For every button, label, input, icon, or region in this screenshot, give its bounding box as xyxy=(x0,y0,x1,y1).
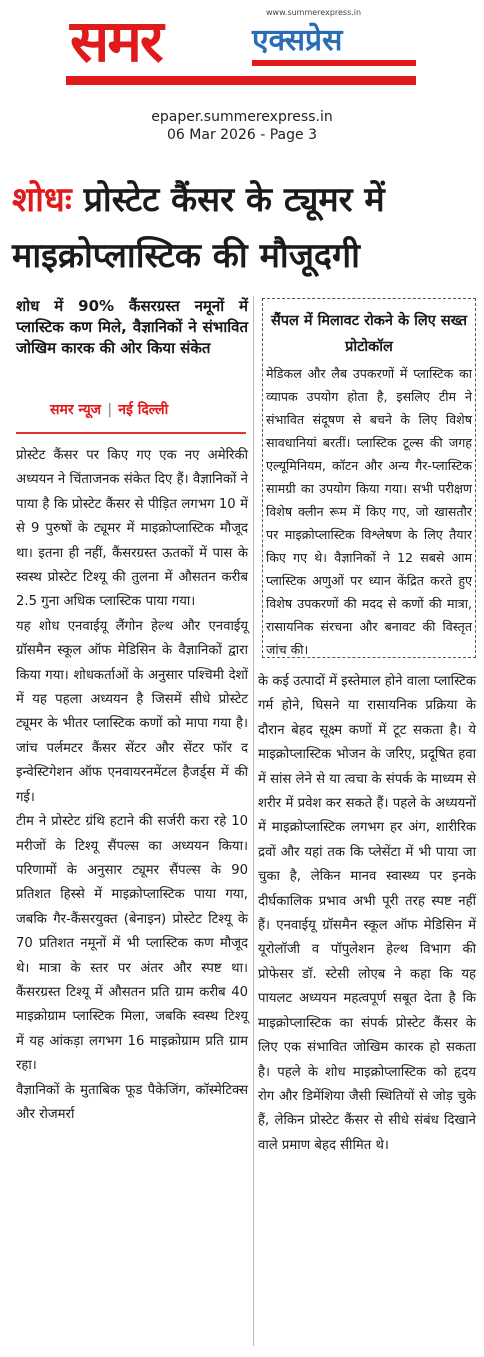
logo-accent-bar xyxy=(252,60,416,66)
body-paragraph: के कई उत्पादों में इस्तेमाल होने वाला प्लास्टिक गर्म होने, घिसने या रासायनिक प्रक्रिया के दौरान बेहद सूक्ष्म कणों में टूट सकता है। ये माइक्रोप्लास्टिक भोजन के जरिए, प्रदूषित हवा में सांस लेने से या त्वचा के संपर्क के माध्यम से शरीर में प्रवेश कर सकते हैं। पहले के अध्ययनों में माइक्रोप्लास्टिक लगभग हर अंग, शारीरिक द्रवों और यहां तक कि प्लेसेंटा में भी पाया जा चुका है, लेकिन मानव स्वास्थ्य पर इनके दीर्घकालिक प्रभाव अभी पूरी तरह स्पष्ट नहीं हैं। एनवाईयू ग्रॉसमैन स्कूल ऑफ मेडिसिन में यूरोलॉजी व पॉपुलेशन हेल्थ विभाग की प्रोफेसर डॉ. स्टेसी लोएब ने कहा कि यह पायलट अध्ययन महत्वपूर्ण सबूत देता है कि माइक्रोप्लास्टिक का संपर्क प्रोस्टेट कैंसर के लिए एक संभावित जोखिम कारक हो सकता है। पहले के शोध माइक्रोप्लास्टिक को हृदय रोग और डिमेंशिया जैसी स्थितियों से जोड़ चुके हैं, लेकिन प्रोस्टेट कैंसर से सीधे संबंध दिखाने वाले प्रमाण बेहद सीमित थे। xyxy=(258,674,476,1153)
headline-text: प्रोस्टेट कैंसर के ट्यूमर में माइक्रोप्लास्टिक की मौजूदगी xyxy=(12,180,385,276)
column-divider xyxy=(253,296,254,1346)
edition-date-page: 06 Mar 2026 - Page 3 xyxy=(167,127,317,143)
byline-separator: | xyxy=(107,402,113,418)
article-body-right xyxy=(258,670,476,1158)
body-paragraph: वैज्ञानिकों के मुताबिक फूड पैकेजिंग, कॉस्मेटिक्स और रोजमर्रा xyxy=(16,1082,248,1122)
body-paragraph: टीम ने प्रोस्टेट ग्रंथि हटाने की सर्जरी करा रहे 10 मरीजों के टिश्यू सैंपल्स का अध्ययन किया। परिणामों के अनुसार ट्यूमर सैंपल्स के 90 प्रतिशत हिस्से में माइक्रोप्लास्टिक पाया गया, जबकि गैर-कैंसरयुक्त (बेनाइन) प्रोस्टेट टिश्यू के 70 प्रतिशत नमूनों में भी प्लास्टिक कण मौजूद थे। मात्रा के स्तर पर अंतर और स्पष्ट था। कैंसरग्रस्त टिश्यू में औसतन प्रति ग्राम करीब 40 माइक्रोग्राम प्लास्टिक मिला, जबकि स्वस्थ टिश्यू में यह आंकड़ा लगभग 16 माइक्रोग्राम प्रति ग्राम रहा। xyxy=(16,814,248,1074)
headline-kicker: शोधः xyxy=(12,180,72,220)
byline-place: नई दिल्ली xyxy=(118,402,169,418)
body-paragraph: प्रोस्टेट कैंसर पर किए गए एक नए अमेरिकी अध्ययन ने चिंताजनक संकेत दिए हैं। वैज्ञानिकों ने पाया है कि प्रोस्टेट कैंसर से पीड़ित लगभग 10 में से 9 पुरुषों के ट्यूमर में माइक्रोप्लास्टिक मौजूद था। इतना ही नहीं, कैंसरग्रस्त ऊतकों में पास के स्वस्थ प्रोस्टेट टिश्यू की तुलना में औसतन करीब 2.5 गुना अधिक प्लास्टिक पाया गया। xyxy=(16,448,248,610)
edition-site[interactable]: epaper.summerexpress.in xyxy=(151,109,333,125)
byline-rule xyxy=(16,432,246,434)
masthead-logo xyxy=(66,4,416,92)
sidebar-body: मेडिकल और लैब उपकरणों में प्लास्टिक का व्यापक उपयोग होता है, इसलिए टीम ने संभावित संदूषण से बचने के लिए विशेष सावधानियां बरतीं। प्लास्टिक टूल्स की जगह एल्यूमिनियम, कॉटन और अन्य गैर-प्लास्टिक सामग्री का उपयोग किया गया। सभी परीक्षण विशेष क्लीन रूम में किए गए, जो खासतौर पर माइक्रोप्लास्टिक विश्लेषण के लिए तैयार किए गए थे। वैज्ञानिकों ने 12 सबसे आम प्लास्टिक अणुओं पर ध्यान केंद्रित करते हुए विशेष उपकरणों की मदद से कणों की मात्रा, रासायनिक संरचना और बनावट की विस्तृत जांच की। xyxy=(266,366,472,657)
sidebar-title: सैंपल में मिलावट रोकने के लिए सख्त प्रोटोकॉल xyxy=(271,313,467,355)
body-paragraph: यह शोध एनवाईयू लैंगोन हेल्थ और एनवाईयू ग्रॉसमैन स्कूल ऑफ मेडिसिन के वैज्ञानिकों द्वारा किया गया। शोधकर्ताओं के अनुसार पश्चिमी देशों में यह पहला अध्ययन है जिसमें सीधे प्रोस्टेट ट्यूमर के भीतर प्लास्टिक कणों को मापा गया है। जांच पर्लमटर कैंसर सेंटर और सेंटर फॉर द इन्वेस्टिगेशन ऑफ एनवायरनमेंटल हैजर्ड्स में की गई। xyxy=(16,618,248,805)
article-body-left xyxy=(16,444,248,1127)
article-byline xyxy=(50,400,168,419)
logo-underline-bar xyxy=(66,76,416,85)
logo-url: www.summerexpress.in xyxy=(266,8,362,17)
logo-express-text: एक्सप्रेस xyxy=(252,23,343,58)
edition-info xyxy=(0,108,484,144)
article-headline xyxy=(12,172,478,284)
article-deck: शोध में 90% कैंसरग्रस्त नमूनों में प्लास्टिक कण मिले, वैज्ञानिकों ने संभावित जोखिम कारक की ओर किया संकेत xyxy=(16,297,248,357)
logo-samar-text: समर xyxy=(70,7,162,75)
byline-agency: समर न्यूज xyxy=(50,402,102,418)
